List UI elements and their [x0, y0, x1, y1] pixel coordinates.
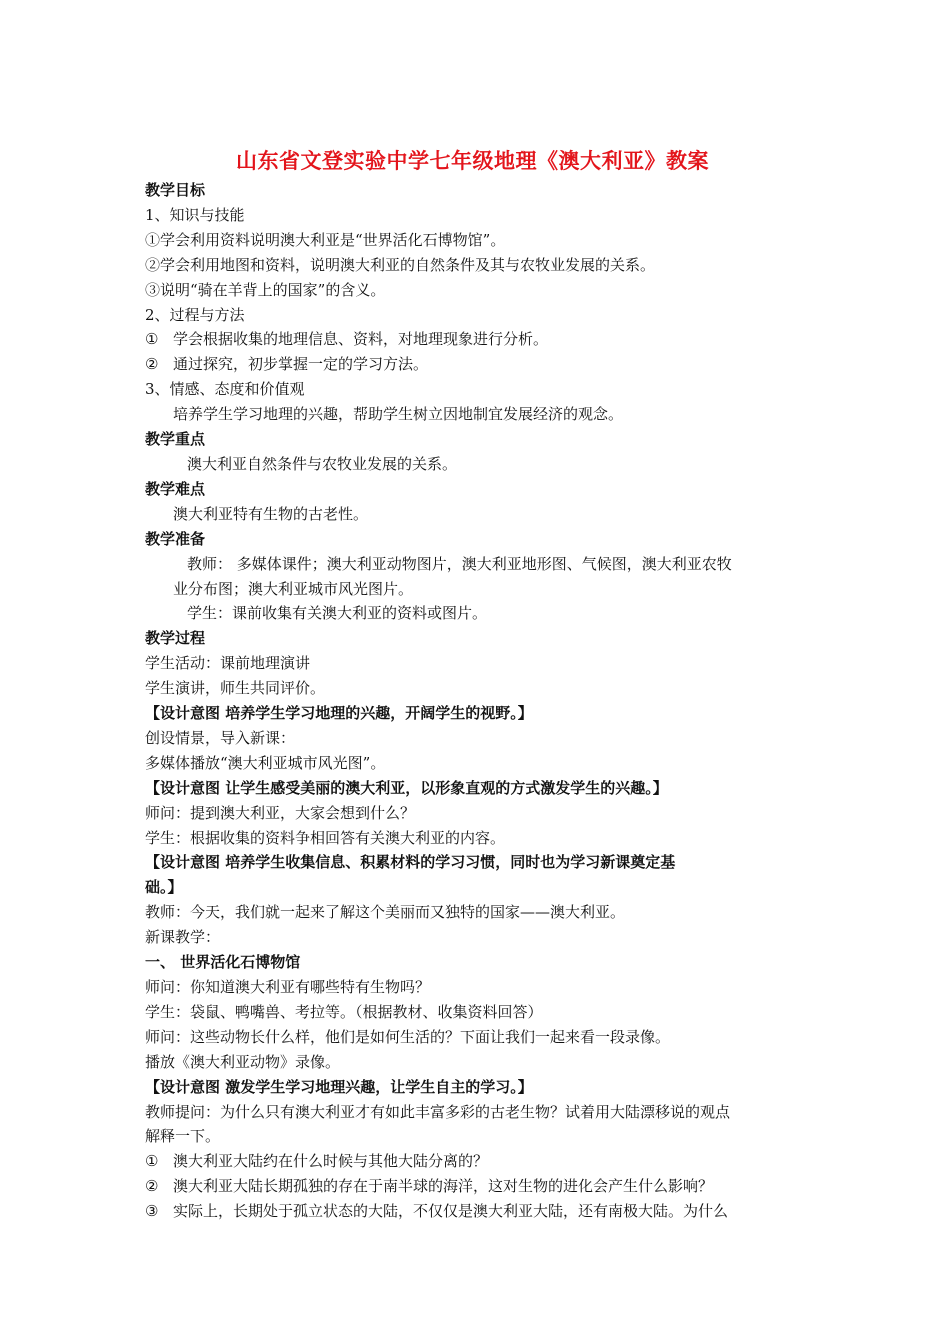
text-line [145, 826, 810, 851]
document-page [145, 146, 810, 1224]
section-heading [145, 427, 810, 452]
line-text: 师问：提到澳大利亚，大家会想到什么？ [145, 803, 416, 822]
text-line [145, 552, 810, 577]
text-line [145, 1124, 810, 1149]
list-marker: ① [145, 330, 159, 349]
text-line [145, 676, 810, 701]
section-heading [145, 776, 810, 801]
text-line [145, 1100, 810, 1125]
text-line [145, 303, 810, 328]
section-heading [145, 178, 810, 203]
line-text: 多媒体播放“澳大利亚城市风光图”。 [145, 753, 386, 772]
line-text: 澳大利亚自然条件与农牧业发展的关系。 [187, 454, 458, 473]
line-text: 【设计意图 让学生感受美丽的澳大利亚，以形象直观的方式激发学生的兴趣。】 [145, 778, 668, 797]
text-line [145, 203, 810, 228]
text-line [145, 253, 810, 278]
text-line [145, 327, 810, 352]
line-text: 播放《澳大利亚动物》录像。 [145, 1052, 341, 1071]
text-line [145, 1025, 810, 1050]
line-text: 师问：你知道澳大利亚有哪些特有生物吗？ [145, 978, 431, 996]
line-text: 实际上，长期处于孤立状态的大陆，不仅仅是澳大利亚大陆，还有南极大陆。为什么 [173, 1202, 729, 1221]
line-text: 业分布图；澳大利亚城市风光图片。 [173, 579, 414, 598]
section-heading [145, 850, 810, 875]
line-text: 学生：根据收集的资料争相回答有关澳大利亚的内容。 [145, 828, 506, 847]
line-text: ①学会利用资料说明澳大利亚是“世界活化石博物馆”。 [145, 230, 506, 249]
line-text: 培养学生学习地理的兴趣，帮助学生树立因地制宜发展经济的观念。 [173, 405, 624, 424]
section-heading [145, 950, 810, 975]
line-text: 学生活动：课前地理演讲 [145, 654, 311, 673]
line-text: 础。】 [145, 878, 183, 897]
section-heading [145, 527, 810, 552]
text-line [145, 651, 810, 676]
text-line [145, 577, 810, 602]
document-body [145, 178, 810, 1224]
line-text: 3、情感、态度和价值观 [145, 380, 305, 399]
text-line [145, 1050, 810, 1075]
text-line [145, 726, 810, 751]
line-text: 解释一下。 [145, 1127, 221, 1146]
text-line [145, 601, 810, 626]
text-line [145, 1199, 810, 1224]
line-text: 师问：这些动物长什么样，他们是如何生活的？下面让我们一起来看一段录像。 [145, 1027, 671, 1046]
line-text: 学生演讲，师生共同评价。 [145, 679, 326, 698]
line-text: 澳大利亚特有生物的古老性。 [173, 504, 369, 523]
document-title: 山东省文登实验中学七年级地理《澳大利亚》教案 [236, 148, 709, 173]
text-line [145, 377, 810, 402]
list-marker: ③ [145, 1202, 159, 1221]
text-line [145, 402, 810, 427]
section-heading [145, 701, 810, 726]
text-line [145, 900, 810, 925]
text-line [145, 1149, 810, 1174]
section-heading [145, 875, 810, 900]
text-line [145, 1000, 810, 1025]
line-text: 教师：今天，我们就一起来了解这个美丽而又独特的国家——澳大利亚。 [145, 903, 626, 922]
text-line [145, 278, 810, 303]
line-text: 学会根据收集的地理信息、资料，对地理现象进行分析。 [173, 330, 549, 349]
text-line [145, 502, 810, 527]
line-text: 教师提问：为什么只有澳大利亚才有如此丰富多彩的古老生物？试着用大陆漂移说的观点 [145, 1102, 731, 1121]
line-text: 教学目标 [145, 181, 206, 199]
line-text: 教学难点 [145, 479, 206, 498]
text-line [145, 801, 810, 826]
line-text: 新课教学： [145, 928, 221, 947]
line-text: 澳大利亚大陆约在什么时候与其他大陆分离的？ [173, 1152, 489, 1171]
line-text: 【设计意图 激发学生学习地理兴趣，让学生自主的学习。】 [145, 1077, 533, 1096]
line-text: 【设计意图 培养学生学习地理的兴趣，开阔学生的视野。】 [145, 704, 533, 723]
line-text: 教学过程 [145, 629, 206, 648]
list-marker: ① [145, 1152, 159, 1171]
list-marker: ② [145, 1177, 159, 1196]
line-text: 学生：袋鼠、鸭嘴兽、考拉等。（根据教材、收集资料回答） [145, 1002, 543, 1021]
list-marker: ② [145, 355, 159, 374]
line-text: ③说明“骑在羊背上的国家”的含义。 [145, 280, 386, 299]
line-text: 创设情景，导入新课： [145, 728, 296, 747]
line-text: 教学准备 [145, 529, 206, 548]
text-line [145, 751, 810, 776]
line-text: 教师： 多媒体课件；澳大利亚动物图片，澳大利亚地形图、气候图，澳大利亚农牧 [187, 554, 732, 573]
line-text: 【设计意图 培养学生收集信息、积累材料的学习习惯，同时也为学习新课奠定基 [145, 853, 676, 872]
line-text: 通过探究，初步掌握一定的学习方法。 [173, 355, 429, 374]
section-heading [145, 477, 810, 502]
text-line [145, 352, 810, 377]
text-line [145, 975, 810, 1000]
line-text: 学生：课前收集有关澳大利亚的资料或图片。 [187, 604, 488, 623]
line-text: 澳大利亚大陆长期孤独的存在于南半球的海洋，这对生物的进化会产生什么影响？ [173, 1177, 714, 1196]
line-text: 教学重点 [145, 430, 206, 449]
text-line [145, 1174, 810, 1199]
text-line [145, 228, 810, 253]
section-heading [145, 626, 810, 651]
line-text: 2、过程与方法 [145, 305, 245, 324]
line-text: 一、 世界活化石博物馆 [145, 953, 301, 972]
text-line [145, 925, 810, 950]
section-heading [145, 1075, 810, 1100]
line-text: ②学会利用地图和资料，说明澳大利亚的自然条件及其与农牧业发展的关系。 [145, 255, 656, 274]
line-text: 1、知识与技能 [145, 205, 245, 224]
text-line [145, 452, 810, 477]
